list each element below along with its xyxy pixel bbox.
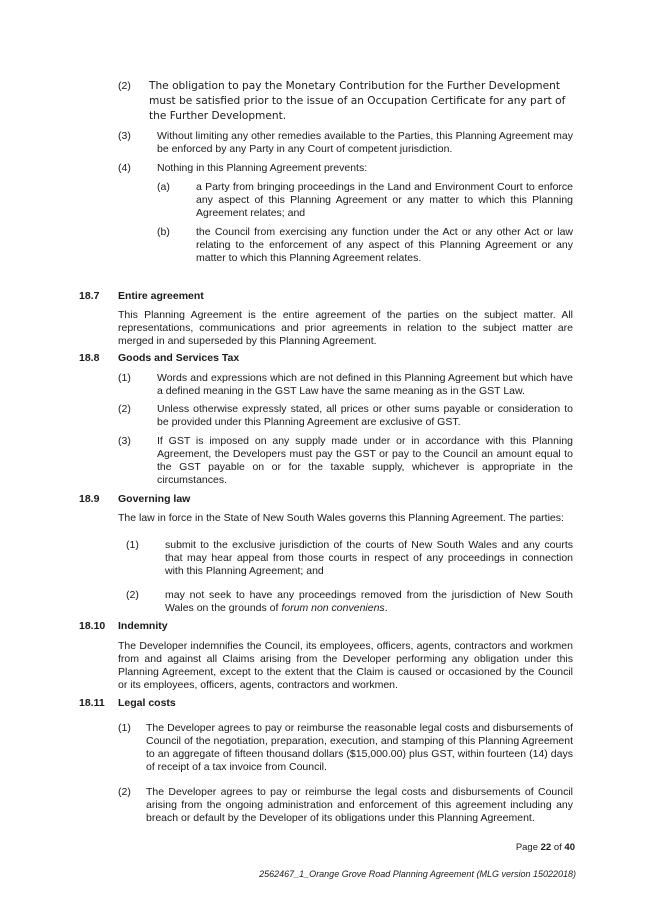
subclause-number: (b) xyxy=(157,226,170,238)
clause-number: (1) xyxy=(118,372,131,384)
subclause-text: the Council from exercising any function under the Act or any other Act or law relating to the enforcement of any aspect of this Planning Agreement or any matter to which this Planning Agreement relates. xyxy=(196,226,573,264)
clause-number: (4) xyxy=(118,162,131,174)
section-heading: Legal costs xyxy=(118,697,176,709)
page-label: Page xyxy=(515,842,541,853)
clause-number: (1) xyxy=(118,722,131,734)
section-heading: Entire agreement xyxy=(118,290,204,302)
clause-number: (3) xyxy=(118,130,131,142)
clause-number: (2) xyxy=(126,589,139,601)
section-heading: Indemnity xyxy=(118,620,168,632)
page-total: 40 xyxy=(564,842,575,853)
section-number: 18.9 xyxy=(79,493,100,505)
clause-text-italic: forum non conveniens xyxy=(281,602,385,614)
subclause-number: (a) xyxy=(157,181,170,193)
section-text: This Planning Agreement is the entire agreement of the parties on the subject matter. All representations, communications and prior agreements in relation to the subject matter are merged in and superseded by this Planning Agreement. xyxy=(118,309,573,347)
section-number: 18.10 xyxy=(79,620,106,632)
clause-text: Unless otherwise expressly stated, all prices or other sums payable or consideration to be provided under this Planning Agreement are exclusive of GST. xyxy=(157,403,573,428)
section-number: 18.7 xyxy=(79,290,100,302)
clause-text xyxy=(165,589,573,615)
clause-text-part: . xyxy=(384,602,388,614)
clause-number: (2) xyxy=(118,403,131,415)
clause-text: The Developer agrees to pay or reimburse the reasonable legal costs and disbursements of Council of the negotiation, preparation, execution, and stamping of this Planning Agreement to an aggregate of fifteen thousand dollars ($15,000.00) plus GST, within fourteen (14) days of receipt of a tax invoice from Council. xyxy=(146,722,573,773)
section-number: 18.8 xyxy=(79,352,100,364)
clause-text: If GST is imposed on any supply made under or in accordance with this Planning Agreement, the Developers must pay the GST or pay to the Council an amount equal to the GST payable on or for the taxable supply, whichever is appropriate in the circumstances. xyxy=(157,435,573,486)
clause-text: Without limiting any other remedies available to the Parties, this Planning Agreement may be enforced by any Party in any Court of competent jurisdiction. xyxy=(157,130,573,155)
clause-number: (2) xyxy=(118,80,131,92)
clause-number: (3) xyxy=(118,435,131,447)
subclause-text: a Party from bringing proceedings in the Land and Environment Court to enforce any aspect of this Planning Agreement or any matter to which this Planning Agreement relates; and xyxy=(196,181,573,219)
page-number xyxy=(500,841,575,854)
page-current: 22 xyxy=(540,842,552,853)
section-text: The Developer indemnifies the Council, its employees, officers, agents, contractors and workmen from and against all Claims arising from the Developer performing any obligation under this Planning Agreement, except to the extent that the Claim is caused or occasioned by the Council or its employees, officers, agents, contractors and workmen. xyxy=(118,640,573,691)
clause-text: submit to the exclusive jurisdiction of the courts of New South Wales and any courts that may hear appeal from those courts in respect of any proceedings in connection with this Planning Agreement; and xyxy=(165,539,573,577)
section-text: The law in force in the State of New South Wales governs this Planning Agreement. The parties: xyxy=(118,512,564,524)
clause-text: The obligation to pay the Monetary Contribution for the Further Development must be satisfied prior to the issue of an Occupation Certificate for any part of the Further Development. xyxy=(149,80,566,122)
clause-text: Nothing in this Planning Agreement prevents: xyxy=(157,162,368,174)
document-reference: 2562467_1_Orange Grove Road Planning Agreement (MLG version 15022018) xyxy=(259,869,576,879)
section-number: 18.11 xyxy=(79,697,105,709)
clause-text-part: may not seek to have any proceedings removed from the jurisdiction of New South Wales on the grounds of xyxy=(165,589,573,614)
clause-text: The Developer agrees to pay or reimburse the legal costs and disbursements of Council arising from the ongoing administration and enforcement of this agreement including any breach or default by the Developer of its obligations under this Planning Agreement. xyxy=(146,786,573,824)
section-heading: Goods and Services Tax xyxy=(118,352,240,364)
clause-number: (2) xyxy=(118,786,131,798)
section-heading: Governing law xyxy=(118,493,191,505)
clause-text: Words and expressions which are not defined in this Planning Agreement but which have a defined meaning in the GST Law have the same meaning as in the GST Law. xyxy=(157,372,573,397)
page-of-label: of xyxy=(551,842,565,853)
clause-number: (1) xyxy=(126,539,139,551)
